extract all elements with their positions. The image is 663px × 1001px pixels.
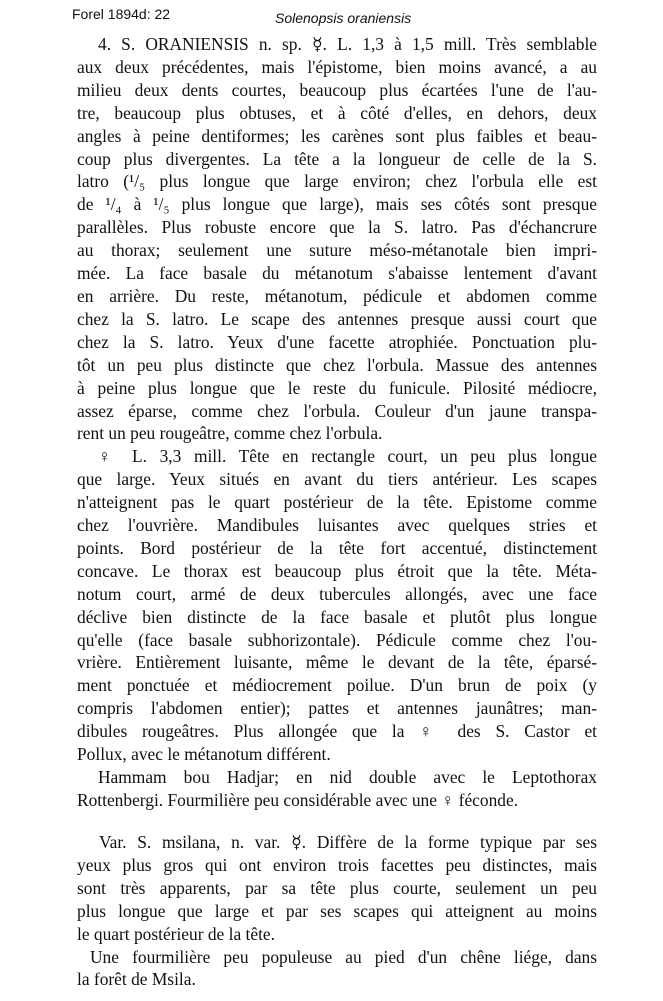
text-line: latro (¹/₅ plus longue que large environ; chez l'orbula elle est <box>77 171 597 192</box>
text-line: ♀ L. 3,3 mill. Tête en rectangle court, un peu plus longue <box>98 446 597 467</box>
text-line: Hammam bou Hadjar; en nid double avec le Leptothorax <box>98 767 597 787</box>
text-line: tre, beaucoup plus obtuses, et à côté d'elles, en dehors, deux <box>77 102 597 123</box>
text-line: tôt un peu plus distincte que chez l'orbula. Massue des antennes <box>77 354 597 375</box>
text-line: Rottenbergi. Fourmilière peu considérable avec une ♀ féconde. <box>77 789 519 810</box>
text-line: plus longue que large et par ses scapes qui atteignent au moins <box>77 900 597 921</box>
species-description <box>77 33 597 812</box>
text-line: rent un peu rougeâtre, comme chez l'orbula. <box>77 423 383 444</box>
running-title: Solenopsis oraniensis <box>275 10 412 26</box>
text-line: concave. Le thorax est beaucoup plus étroit que la tête. Méta- <box>77 560 597 581</box>
text-line: angles à peine dentiformes; les carènes sont plus faibles et beau- <box>77 125 597 146</box>
text-line: Une fourmilière peu populeuse au pied d'un chêne liége, dans <box>90 946 597 967</box>
text-line: yeux plus gros qui ont environ trois facettes peu distinctes, mais <box>77 854 597 875</box>
text-line: parallèles. Plus robuste encore que la S. latro. Pas d'échancrure <box>77 217 597 238</box>
text-line: à peine plus longue que le reste du funicule. Pilosité médiocre, <box>77 377 597 398</box>
text-line: assez éparse, comme chez l'orbula. Couleur d'un jaune transpa- <box>77 400 597 421</box>
text-line: que large. Yeux situés en avant du tiers antérieur. Les scapes <box>77 469 597 490</box>
text-line: compris l'abdomen entier); pattes et antennes jaunâtres; man- <box>77 698 597 719</box>
text-line: de ¹/₄ à ¹/₅ plus longue que large), mais ses côtés sont presque <box>77 194 597 215</box>
text-line: au thorax; seulement une suture méso-métanotale bien impri- <box>77 240 597 261</box>
text-line: chez l'ouvrière. Mandibules luisantes avec quelques stries et <box>77 515 597 536</box>
text-line: chez la S. latro. Le scape des antennes presque aussi court que <box>77 308 597 329</box>
text-line: coup plus divergentes. La tête a la longueur de celle de la S. <box>77 148 597 169</box>
text-line: vrière. Entièrement luisante, même le devant de la tête, éparsé- <box>77 652 597 673</box>
text-line: Var. S. msilana, n. var. ☿. Diffère de la forme typique par ses <box>99 832 597 852</box>
text-line: points. Bord postérieur de la tête fort accentué, distinctement <box>77 537 597 558</box>
text-line: qu'elle (face basale subhorizontale). Pédicule comme chez l'ou- <box>77 629 597 650</box>
text-line: 4. S. ORANIENSIS n. sp. ☿. L. 1,3 à 1,5 mill. Très semblable <box>98 34 597 54</box>
text-line: dibules rougeâtres. Plus allongée que la ♀ des S. Castor et <box>77 721 597 742</box>
text-line: milieu deux dents courtes, beaucoup plus écartées l'une de l'au- <box>77 79 597 100</box>
text-line: ment ponctuée et médiocrement poilue. D'un brun de poix (y <box>77 675 597 696</box>
text-line: notum court, armé de deux tubercules allongés, avec une face <box>77 583 597 604</box>
text-line: chez la S. latro. Yeux d'une facette atrophiée. Ponctuation plu- <box>77 331 597 352</box>
text-line: sont très apparents, par sa tête plus courte, seulement un peu <box>77 877 597 898</box>
text-line: mée. La face basale du métanotum s'abaisse lentement d'avant <box>77 263 597 284</box>
text-line: Pollux, avec le métanotum différent. <box>77 744 331 765</box>
text-line: en arrière. Du reste, métanotum, pédicule et abdomen comme <box>77 285 597 306</box>
text-line: déclive bien distincte de la face basale et plutôt plus longue <box>77 606 597 627</box>
text-line: le quart postérieur de la tête. <box>77 923 275 944</box>
text-line: n'atteignent pas le quart postérieur de la tête. Epistome comme <box>77 492 597 513</box>
text-line: aux deux précédentes, mais l'épistome, bien moins avancé, a au <box>77 56 597 77</box>
citation-reference: Forel 1894d: 22 <box>72 6 171 22</box>
variety-description <box>77 831 597 991</box>
text-line: la forêt de Msila. <box>77 969 196 990</box>
